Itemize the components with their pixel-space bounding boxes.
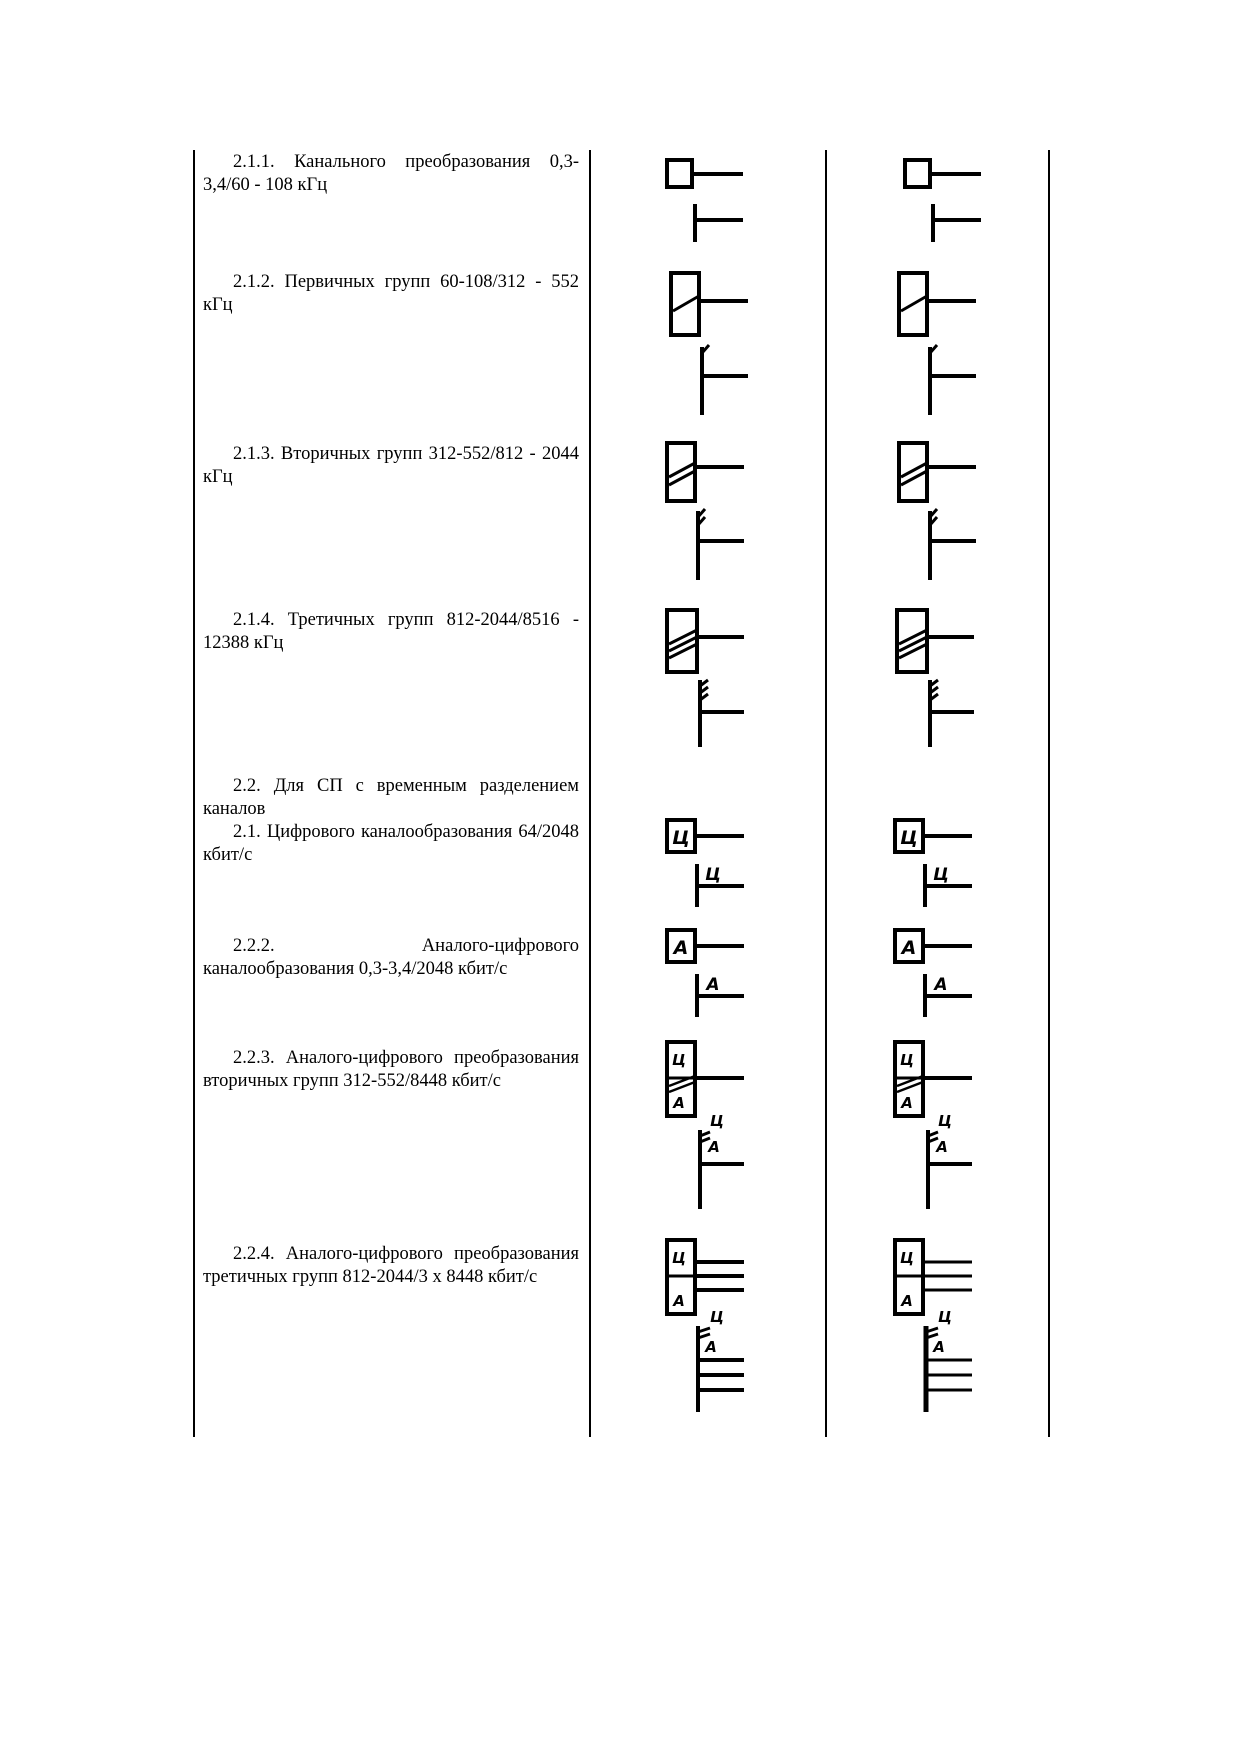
secondary-group-symbol-icon — [665, 441, 745, 581]
analog-digital-tertiary-symbol-icon — [893, 1238, 973, 1413]
svg-text:Ц: Ц — [900, 827, 918, 849]
channel-conversion-symbol-icon — [903, 158, 983, 243]
table-rule-right — [1048, 150, 1050, 1437]
tertiary-group-symbol-icon — [665, 608, 745, 748]
analog-digital-secondary-symbol-icon — [893, 1040, 973, 1210]
table-rule-col1 — [589, 150, 591, 1437]
table-row-2-1-2-label: 2.1.2. Первичных групп 60-108/312 - 552 кГц — [203, 272, 579, 315]
table-row-2-2-3-label: 2.2.3. Аналого-цифрового преобразования вторичных групп 312-552/8448 кбит/с — [203, 1048, 579, 1091]
secondary-group-symbol-icon — [897, 441, 977, 581]
svg-text:Ц: Ц — [705, 865, 721, 885]
svg-text:А: А — [673, 1094, 685, 1112]
table-row-2-2-label: 2.2. Для СП с временным разделением каналов 2.1. Цифрового каналообразования 64/2048 кбит/с — [203, 776, 579, 865]
svg-text:А: А — [673, 937, 689, 959]
primary-group-symbol-icon — [669, 271, 749, 416]
digital-channel-symbol-icon — [665, 818, 745, 908]
table-row-2-1-1-label: 2.1.1. Канального преобразования 0,3-3,4/60 - 108 кГц — [203, 152, 579, 195]
svg-text:А: А — [673, 1292, 685, 1310]
svg-text:Ц: Ц — [710, 1112, 724, 1130]
table-row-2-1-4-label: 2.1.4. Третичных групп 812-2044/8516 - 12388 кГц — [203, 610, 579, 653]
svg-text:А: А — [706, 975, 720, 995]
svg-text:Ц: Ц — [672, 1249, 686, 1267]
primary-group-symbol-icon — [897, 271, 977, 416]
svg-text:А: А — [901, 1094, 913, 1112]
svg-text:Ц: Ц — [938, 1308, 952, 1326]
svg-text:Ц: Ц — [900, 1051, 914, 1069]
table-row-2-2-4-label: 2.2.4. Аналого-цифрового преобразования третичных групп 812-2044/3 х 8448 кбит/с — [203, 1244, 579, 1287]
svg-text:А: А — [934, 975, 948, 995]
channel-conversion-symbol-icon — [665, 158, 745, 243]
svg-text:А: А — [901, 937, 917, 959]
svg-text:А: А — [936, 1138, 948, 1156]
table-row-2-2-2-label: 2.2.2. Аналого-цифрового каналообразования 0,3-3,4/2048 кбит/с — [203, 936, 579, 979]
svg-text:Ц: Ц — [672, 827, 690, 849]
svg-text:А: А — [933, 1338, 945, 1356]
svg-text:Ц: Ц — [672, 1051, 686, 1069]
analog-digital-channel-symbol-icon — [665, 928, 745, 1018]
svg-text:А: А — [705, 1338, 717, 1356]
analog-digital-channel-symbol-icon — [893, 928, 973, 1018]
table-row-2-1-3-label: 2.1.3. Вторичных групп 312-552/812 - 2044 кГц — [203, 444, 579, 487]
analog-digital-secondary-symbol-icon — [665, 1040, 745, 1210]
digital-channel-symbol-icon — [893, 818, 973, 908]
table-rule-left — [193, 150, 195, 1437]
svg-text:Ц: Ц — [900, 1249, 914, 1267]
table-rule-col2 — [825, 150, 827, 1437]
svg-text:Ц: Ц — [938, 1112, 952, 1130]
svg-text:А: А — [901, 1292, 913, 1310]
svg-text:Ц: Ц — [933, 865, 949, 885]
svg-text:А: А — [708, 1138, 720, 1156]
svg-text:Ц: Ц — [710, 1308, 724, 1326]
tertiary-group-symbol-icon — [895, 608, 975, 748]
analog-digital-tertiary-symbol-icon — [665, 1238, 745, 1413]
